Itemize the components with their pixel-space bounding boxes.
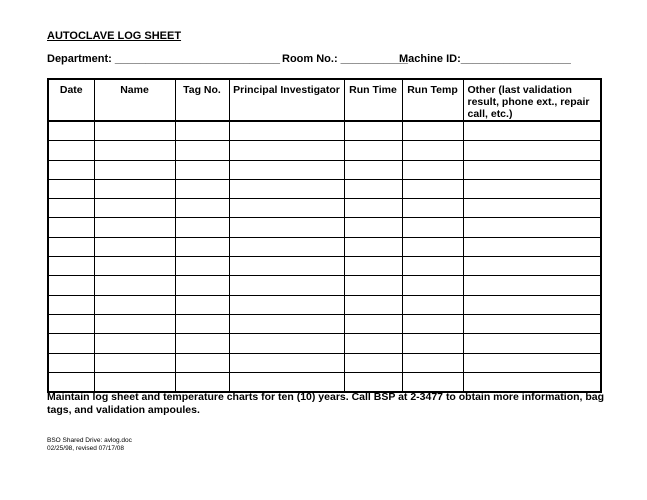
cell-name — [94, 372, 175, 392]
cell-date — [48, 179, 94, 198]
cell-name — [94, 314, 175, 333]
cell-tag-no — [175, 237, 229, 256]
table-row — [48, 199, 601, 218]
column-header-principal-investigator: Principal Investigator — [229, 79, 344, 121]
cell-name — [94, 237, 175, 256]
cell-other — [463, 372, 601, 392]
cell-run-time — [344, 218, 402, 237]
cell-name — [94, 160, 175, 179]
cell-other — [463, 237, 601, 256]
cell-tag-no — [175, 218, 229, 237]
cell-other — [463, 276, 601, 295]
cell-tag-no — [175, 276, 229, 295]
cell-principal-investigator — [229, 372, 344, 392]
table-row — [48, 276, 601, 295]
cell-other — [463, 314, 601, 333]
cell-tag-no — [175, 179, 229, 198]
cell-run-time — [344, 237, 402, 256]
footer-file-path: BSO Shared Drive: avlog.doc — [47, 437, 132, 444]
footer-revision-date: 02/25/98, revised 07/17/08 — [47, 445, 124, 452]
table-header-row — [48, 79, 601, 121]
table-row — [48, 160, 601, 179]
table-row — [48, 314, 601, 333]
table-row — [48, 121, 601, 141]
cell-run-temp — [402, 218, 463, 237]
table-row — [48, 141, 601, 160]
cell-date — [48, 353, 94, 372]
cell-run-temp — [402, 295, 463, 314]
cell-name — [94, 121, 175, 141]
cell-other — [463, 353, 601, 372]
cell-run-time — [344, 334, 402, 353]
cell-tag-no — [175, 372, 229, 392]
machine-id-field: Machine ID:__________________ — [399, 53, 571, 65]
cell-other — [463, 199, 601, 218]
cell-run-temp — [402, 334, 463, 353]
cell-tag-no — [175, 160, 229, 179]
cell-date — [48, 199, 94, 218]
table-row — [48, 353, 601, 372]
column-header-run-time: Run Time — [344, 79, 402, 121]
log-table — [47, 78, 602, 393]
cell-date — [48, 257, 94, 276]
cell-other — [463, 160, 601, 179]
cell-tag-no — [175, 199, 229, 218]
cell-run-temp — [402, 199, 463, 218]
cell-run-temp — [402, 141, 463, 160]
cell-tag-no — [175, 257, 229, 276]
cell-principal-investigator — [229, 160, 344, 179]
cell-date — [48, 276, 94, 295]
cell-run-temp — [402, 179, 463, 198]
cell-run-temp — [402, 276, 463, 295]
cell-tag-no — [175, 295, 229, 314]
cell-other — [463, 257, 601, 276]
table-row — [48, 237, 601, 256]
cell-tag-no — [175, 353, 229, 372]
cell-run-time — [344, 121, 402, 141]
cell-name — [94, 218, 175, 237]
cell-run-time — [344, 314, 402, 333]
cell-date — [48, 121, 94, 141]
table-row — [48, 179, 601, 198]
column-header-date: Date — [48, 79, 94, 121]
log-table-body — [48, 121, 601, 392]
cell-run-temp — [402, 257, 463, 276]
table-row — [48, 372, 601, 392]
cell-name — [94, 179, 175, 198]
cell-tag-no — [175, 334, 229, 353]
cell-date — [48, 160, 94, 179]
cell-principal-investigator — [229, 179, 344, 198]
table-row — [48, 334, 601, 353]
cell-name — [94, 295, 175, 314]
cell-principal-investigator — [229, 314, 344, 333]
cell-principal-investigator — [229, 141, 344, 160]
cell-principal-investigator — [229, 257, 344, 276]
cell-date — [48, 237, 94, 256]
cell-run-time — [344, 295, 402, 314]
column-header-run-temp: Run Temp — [402, 79, 463, 121]
retention-note: Maintain log sheet and temperature charts for ten (10) years. Call BSP at 2-3477 to obtain more information, bag tags, and validation ampoules. — [47, 391, 605, 416]
cell-run-time — [344, 257, 402, 276]
cell-date — [48, 334, 94, 353]
cell-name — [94, 353, 175, 372]
page-title: AUTOCLAVE LOG SHEET — [47, 30, 182, 42]
cell-run-time — [344, 353, 402, 372]
cell-principal-investigator — [229, 334, 344, 353]
cell-principal-investigator — [229, 353, 344, 372]
cell-other — [463, 179, 601, 198]
cell-principal-investigator — [229, 276, 344, 295]
cell-run-time — [344, 179, 402, 198]
cell-run-time — [344, 160, 402, 179]
document-footer — [47, 437, 132, 453]
cell-tag-no — [175, 121, 229, 141]
room-number-field: Room No.: ___________ — [282, 53, 408, 65]
cell-other — [463, 334, 601, 353]
cell-date — [48, 295, 94, 314]
cell-tag-no — [175, 314, 229, 333]
table-row — [48, 257, 601, 276]
cell-other — [463, 121, 601, 141]
cell-other — [463, 218, 601, 237]
cell-run-temp — [402, 160, 463, 179]
column-header-other: Other (last validation result, phone ext., repair call, etc.) — [463, 79, 601, 121]
cell-date — [48, 372, 94, 392]
column-header-name: Name — [94, 79, 175, 121]
cell-run-temp — [402, 121, 463, 141]
table-row — [48, 295, 601, 314]
cell-principal-investigator — [229, 295, 344, 314]
cell-name — [94, 276, 175, 295]
cell-other — [463, 141, 601, 160]
cell-name — [94, 257, 175, 276]
table-row — [48, 218, 601, 237]
cell-other — [463, 295, 601, 314]
cell-run-temp — [402, 237, 463, 256]
cell-name — [94, 334, 175, 353]
cell-name — [94, 141, 175, 160]
cell-run-time — [344, 141, 402, 160]
cell-date — [48, 141, 94, 160]
cell-date — [48, 314, 94, 333]
cell-principal-investigator — [229, 237, 344, 256]
cell-run-time — [344, 199, 402, 218]
cell-run-temp — [402, 372, 463, 392]
cell-run-time — [344, 372, 402, 392]
cell-name — [94, 199, 175, 218]
cell-run-time — [344, 276, 402, 295]
cell-date — [48, 218, 94, 237]
cell-run-temp — [402, 353, 463, 372]
cell-principal-investigator — [229, 121, 344, 141]
cell-tag-no — [175, 141, 229, 160]
cell-principal-investigator — [229, 218, 344, 237]
cell-run-temp — [402, 314, 463, 333]
cell-principal-investigator — [229, 199, 344, 218]
department-field: Department: ___________________________ — [47, 53, 281, 65]
column-header-tag-no: Tag No. — [175, 79, 229, 121]
